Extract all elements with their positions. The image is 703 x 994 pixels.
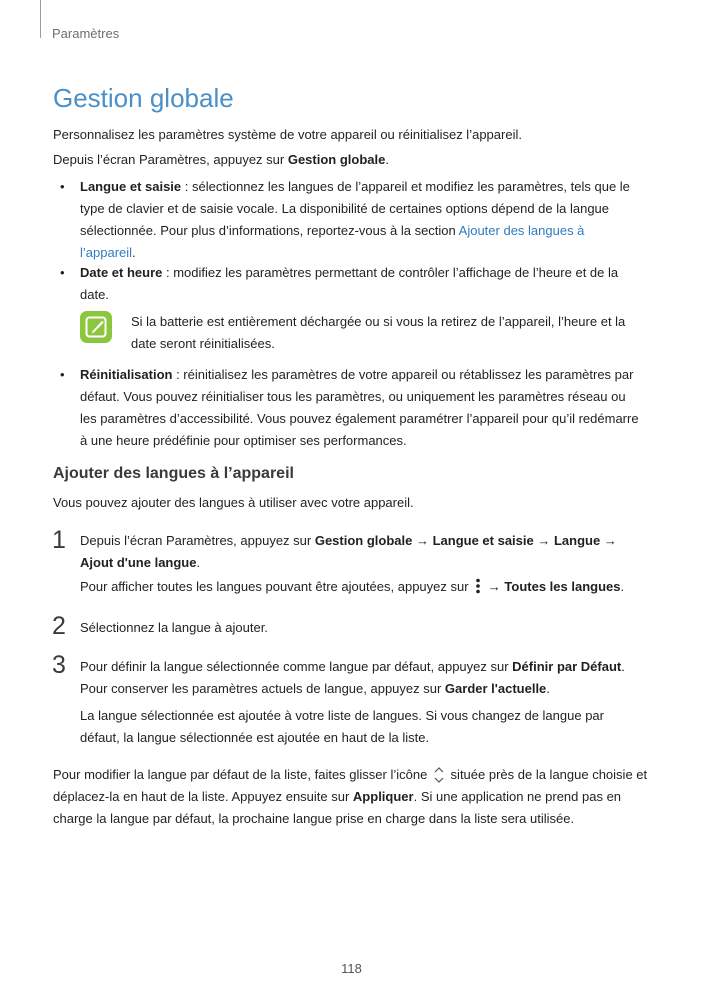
bullet-reinitialisation: Réinitialisation : réinitialisez les paramètres de votre appareil ou rétablissez les paramètres par défaut. Vous pouvez réinitialiser tous les paramètres, ou uniquement les paramètres réseau ou les paramètres d’accessibilité. Vous pouvez également paramétrer l’appareil pour qu’il redémarre à une heure prédéfinie pour optimiser ses performances. <box>80 367 639 448</box>
bullet-dot: • <box>60 179 65 194</box>
closing-paragraph: Pour modifier la langue par défaut de la liste, faites glisser l’icône située près de la langue choisie et déplacez-la en haut de la liste. Appuyez ensuite sur Appliquer. Si une application ne prend pas en charge la langue par défaut, la prochaine langue prise en charge dans la liste sera utilisée. <box>53 767 648 826</box>
header-rule <box>40 0 41 38</box>
note-text: Si la batterie est entièrement déchargée ou si vous la retirez de l’appareil, l’heure et la date seront réinitialisées. <box>131 314 626 351</box>
bullet-dot: • <box>60 367 65 382</box>
intro-line-1: Personnalisez les paramètres système de votre appareil ou réinitialisez l’appareil. <box>53 127 522 142</box>
page-title: Gestion globale <box>53 83 234 113</box>
section-intro: Vous pouvez ajouter des langues à utiliser avec votre appareil. <box>53 495 414 510</box>
running-header: Paramètres <box>52 26 120 41</box>
step-3-text: Pour définir la langue sélectionnée comme langue par défaut, appuyez sur Définir par Défaut. Pour conserver les paramètres actuels de langue, appuyez sur Garder l'actuelle. <box>80 659 625 696</box>
step-number: 1 <box>52 526 66 554</box>
note-pencil-icon <box>80 311 112 343</box>
bullet-date-et-heure: Date et heure : modifiez les paramètres permettant de contrôler l’affichage de l’heure et de la date. <box>80 265 619 302</box>
step-number: 2 <box>52 612 66 640</box>
bullet-dot: • <box>60 265 65 280</box>
step-3-subtext: La langue sélectionnée est ajoutée à votre liste de langues. Si vous changez de langue par défaut, la langue sélectionnée est ajoutée en haut de la liste. <box>80 708 604 745</box>
step-2-text: Sélectionnez la langue à ajouter. <box>80 620 268 635</box>
more-options-icon <box>474 578 482 594</box>
bullet-langue-et-saisie: Langue et saisie : sélectionnez les langues de l’appareil et modifiez les paramètres, tels que le type de clavier et de saisie vocale. La disponibilité de certaines options dépend de la langue sélectionnée. Pour plus d’informations, reportez-vous à la section Ajouter des langues à l’appareil. <box>80 179 630 260</box>
step-1-subtext: Pour afficher toutes les langues pouvant être ajoutées, appuyez sur → Toutes les langues. <box>80 579 625 594</box>
section-heading: Ajouter des langues à l’appareil <box>53 465 294 482</box>
reorder-handle-icon <box>433 766 445 784</box>
step-1-text: Depuis l’écran Paramètres, appuyez sur Gestion globale → Langue et saisie → Langue → Ajout d'une langue. <box>80 533 617 570</box>
step-number: 3 <box>52 651 66 679</box>
page-number: 118 <box>341 961 362 976</box>
intro-line-2: Depuis l’écran Paramètres, appuyez sur Gestion globale. <box>53 152 389 167</box>
link-ajouter-des-langues[interactable]: Ajouter des langues à l’appareil <box>80 223 585 260</box>
